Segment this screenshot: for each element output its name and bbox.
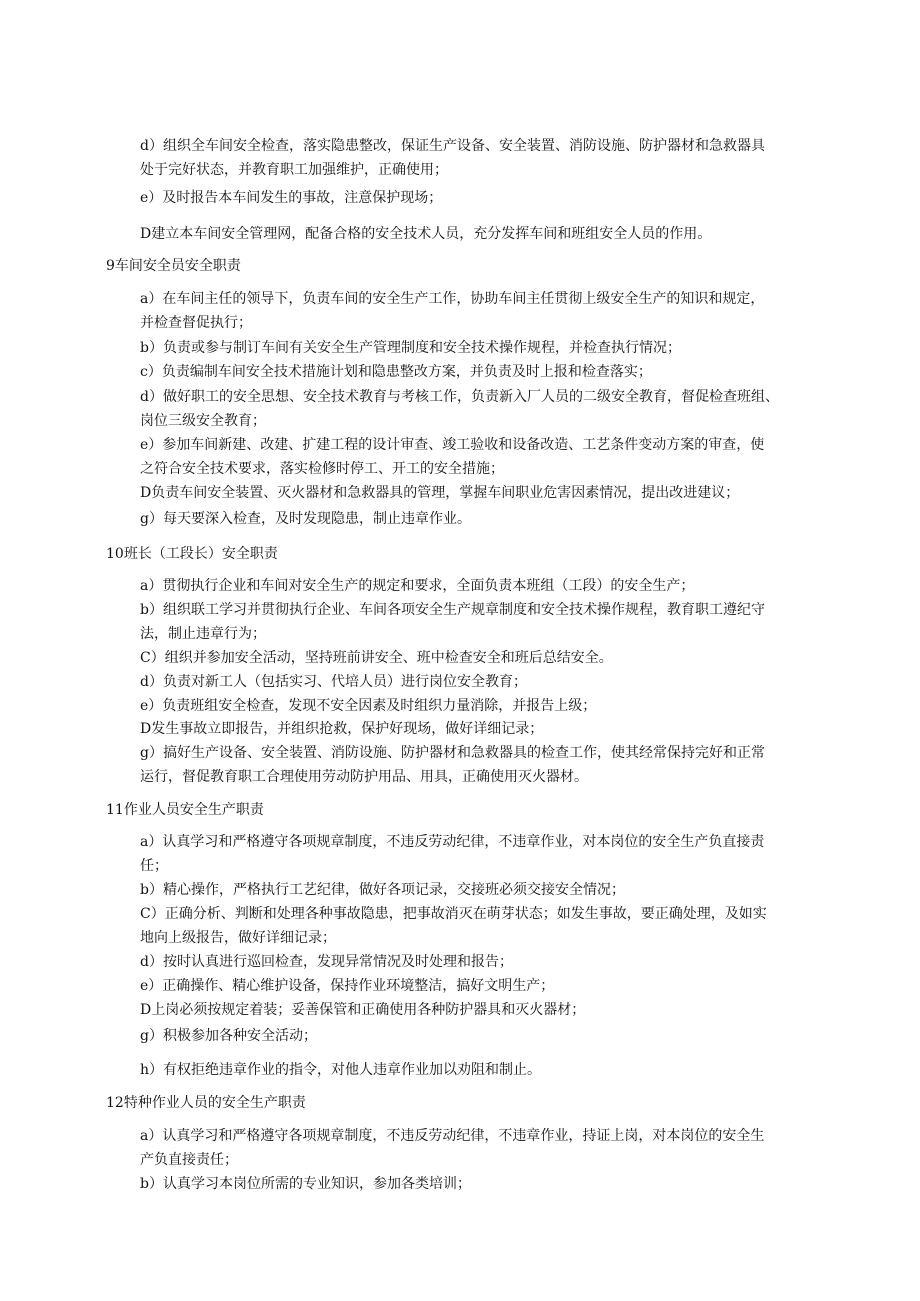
text-line: g）积极参加各种安全活动； [140,1028,317,1044]
text-line: 并检查督促执行； [140,315,252,331]
text-line: C）正确分析、判断和处理各种事故隐患，把事故消灭在萌芽状态；如发生事故，要正确处理，及如实 [140,906,767,922]
text-line: c）负责编制车间安全技术措施计划和隐患整改方案，并负责及时上报和检查落实； [140,364,652,380]
text-line: 法，制止违章行为； [140,626,266,642]
text-line: e）及时报告本车间发生的事故，注意保护现场； [140,190,443,206]
text-line: D负责车间安全装置、灭火器材和急救器具的管理，掌握车间职业危害因素情况，提出改进建议； [140,485,740,501]
text-line: 之符合安全技术要求，落实检修时停工、开工的安全措施； [140,461,504,477]
text-line: 处于完好状态，并教育职工加强维护，正确使用； [140,162,448,178]
text-line: b）认真学习本岗位所需的专业知识，参加各类培训； [140,1176,471,1192]
text-line: h）有权拒绝违章作业的指令，对他人违章作业加以劝阻和制止。 [140,1062,542,1078]
text-line: b）精心操作，严格执行工艺纪律，做好各项记录，交接班必须交接安全情况； [140,882,625,898]
text-line: 任； [140,858,168,874]
text-line: g）搞好生产设备、安全装置、消防设施、防护器材和急救器具的检查工作，使其经常保持完好和正常 [140,745,765,761]
text-line: g）每天要深入检查，及时发现隐患，制止违章作业。 [140,511,471,527]
text-line: d）做好职工的安全思想、安全技术教育与考核工作，负责新入厂人员的二级安全教育，督促检查班组、 [140,389,779,405]
text-line: e）正确操作、精心维护设备，保持作业环境整洁，搞好文明生产； [140,978,555,994]
text-line: e）负责班组安全检查，发现不安全因素及时组织力量消除，并报告上级； [140,698,597,714]
text-line: 地向上级报告，做好详细记录； [140,930,336,946]
text-line: a）在车间主任的领导下，负责车间的安全生产工作，协助车间主任贯彻上级安全生产的知识和规定， [140,291,765,307]
section-heading: 9车间安全员安全职责 [106,258,241,274]
text-line: a）贯彻执行企业和车间对安全生产的规定和要求，全面负责本班组（工段）的安全生产； [140,578,695,594]
text-line: d）组织全车间安全检查，落实隐患整改，保证生产设备、安全装置、消防设施、防护器材和急救器具 [140,138,765,154]
text-line: d）按时认真进行巡回检查，发现异常情况及时处理和报告； [140,954,513,970]
section-heading: 11作业人员安全生产职责 [106,802,264,818]
text-line: e）参加车间新建、改建、扩建工程的设计审查、竣工验收和设备改造、工艺条件变动方案的审查，使 [140,437,765,453]
text-line: d）负责对新工人（包括实习、代培人员）进行岗位安全教育； [140,674,527,690]
text-line: D发生事故立即报告，并组织抢救，保护好现场，做好详细记录； [140,721,544,737]
text-line: b）负责或参与制订车间有关安全生产管理制度和安全技术操作规程，并检查执行情况； [140,340,681,356]
text-line: C）组织并参加安全活动，坚持班前讲安全、班中检查安全和班后总结安全。 [140,650,613,666]
text-line: 产负直接责任； [140,1152,238,1168]
section-heading: 10班长（工段长）安全职责 [106,546,278,562]
text-line: a）认真学习和严格遵守各项规章制度，不违反劳动纪律，不违章作业，持证上岗，对本岗位的安全生 [140,1128,765,1144]
text-line: b）组织联工学习并贯彻执行企业、车间各项安全生产规章制度和安全技术操作规程，教育职工遵纪守 [140,602,765,618]
text-line: D建立本车间安全管理网，配备合格的安全技术人员，充分发挥车间和班组安全人员的作用。 [140,226,712,242]
section-heading: 12特种作业人员的安全生产职责 [106,1095,306,1111]
text-line: 岗位三级安全教育； [140,413,266,429]
text-line: D上岗必须按规定着装；妥善保管和正确使用各种防护器具和灭火器材； [140,1002,586,1018]
text-line: a）认真学习和严格遵守各项规章制度，不违反劳动纪律，不违章作业，对本岗位的安全生产负直接责 [140,834,765,850]
text-line: 运行，督促教育职工合理使用劳动防护用品、用具，正确使用灭火器材。 [140,769,588,785]
